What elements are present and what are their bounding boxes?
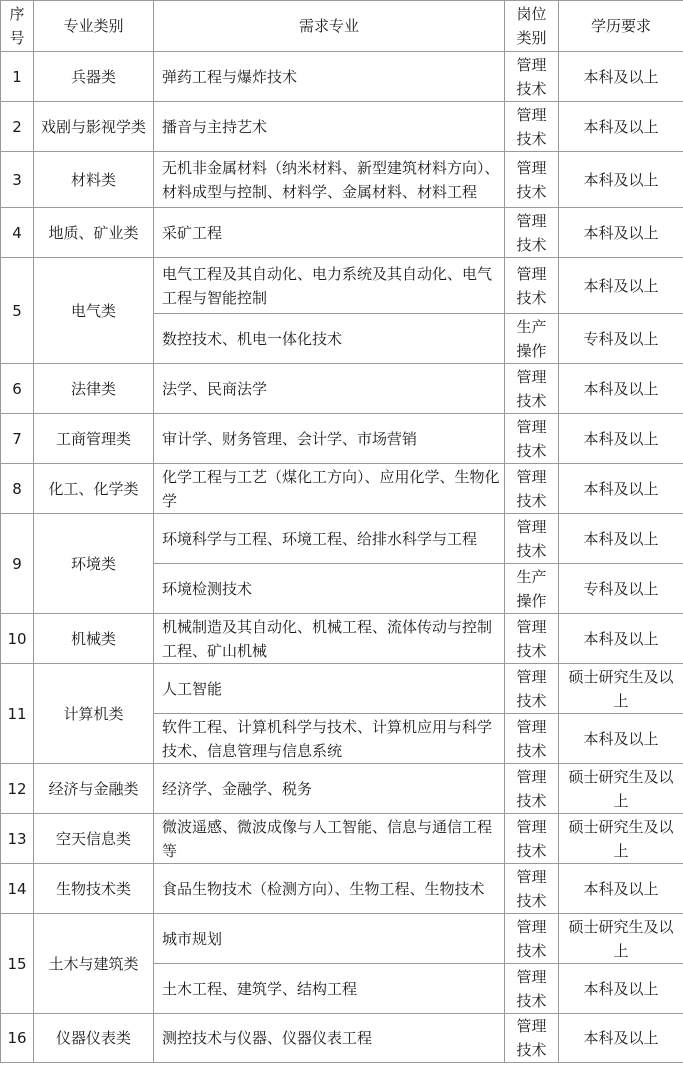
table-row [1, 914, 683, 964]
cell-major: 人工智能 [154, 664, 505, 714]
cell-no: 10 [1, 614, 34, 664]
cell-major: 软件工程、计算机科学与技术、计算机应用与科学技术、信息管理与信息系统 [154, 714, 505, 764]
table-row [1, 514, 683, 564]
cell-post-type: 管理技术 [505, 464, 559, 514]
cell-education: 本科及以上 [559, 414, 683, 464]
cell-category: 电气类 [34, 258, 154, 364]
table-row [1, 464, 683, 514]
cell-post-type: 管理技术 [505, 152, 559, 208]
cell-education: 本科及以上 [559, 714, 683, 764]
cell-major: 食品生物技术（检测方向）、生物工程、生物技术 [154, 864, 505, 914]
cell-major: 弹药工程与爆炸技术 [154, 52, 505, 102]
cell-category: 环境类 [34, 514, 154, 614]
cell-major: 机械制造及其自动化、机械工程、流体传动与控制工程、矿山机械 [154, 614, 505, 664]
cell-education: 硕士研究生及以上 [559, 814, 683, 864]
table-row [1, 208, 683, 258]
cell-no: 15 [1, 914, 34, 1014]
cell-education: 本科及以上 [559, 464, 683, 514]
table-row [1, 664, 683, 714]
cell-no: 1 [1, 52, 34, 102]
header-post: 岗位类别 [505, 1, 559, 52]
table-row [1, 52, 683, 102]
header-major: 需求专业 [154, 1, 505, 52]
cell-post-type: 管理技术 [505, 964, 559, 1014]
cell-post-type: 管理技术 [505, 764, 559, 814]
table-row [1, 864, 683, 914]
table-row [1, 764, 683, 814]
cell-major: 土木工程、建筑学、结构工程 [154, 964, 505, 1014]
cell-major: 环境检测技术 [154, 564, 505, 614]
cell-major: 测控技术与仪器、仪器仪表工程 [154, 1014, 505, 1063]
cell-education: 专科及以上 [559, 564, 683, 614]
cell-major: 审计学、财务管理、会计学、市场营销 [154, 414, 505, 464]
table-row [1, 614, 683, 664]
header-edu: 学历要求 [559, 1, 683, 52]
cell-post-type: 管理技术 [505, 714, 559, 764]
cell-education: 本科及以上 [559, 514, 683, 564]
cell-category: 生物技术类 [34, 864, 154, 914]
cell-post-type: 管理技术 [505, 514, 559, 564]
cell-education: 本科及以上 [559, 1014, 683, 1063]
cell-no: 6 [1, 364, 34, 414]
cell-education: 本科及以上 [559, 52, 683, 102]
cell-major: 城市规划 [154, 914, 505, 964]
cell-no: 7 [1, 414, 34, 464]
cell-category: 工商管理类 [34, 414, 154, 464]
cell-education: 硕士研究生及以上 [559, 764, 683, 814]
cell-no: 4 [1, 208, 34, 258]
cell-post-type: 管理技术 [505, 102, 559, 152]
cell-post-type: 管理技术 [505, 614, 559, 664]
table-row [1, 152, 683, 208]
cell-post-type: 管理技术 [505, 258, 559, 314]
table-row [1, 1014, 683, 1063]
cell-post-type: 生产操作 [505, 564, 559, 614]
cell-category: 经济与金融类 [34, 764, 154, 814]
cell-education: 硕士研究生及以上 [559, 664, 683, 714]
cell-no: 3 [1, 152, 34, 208]
cell-no: 13 [1, 814, 34, 864]
cell-post-type: 管理技术 [505, 814, 559, 864]
cell-category: 化工、化学类 [34, 464, 154, 514]
cell-no: 16 [1, 1014, 34, 1063]
cell-education: 硕士研究生及以上 [559, 914, 683, 964]
cell-category: 材料类 [34, 152, 154, 208]
cell-no: 5 [1, 258, 34, 364]
cell-post-type: 管理技术 [505, 914, 559, 964]
cell-post-type: 管理技术 [505, 664, 559, 714]
cell-category: 法律类 [34, 364, 154, 414]
table-row [1, 258, 683, 314]
cell-post-type: 管理技术 [505, 52, 559, 102]
cell-education: 本科及以上 [559, 864, 683, 914]
cell-category: 仪器仪表类 [34, 1014, 154, 1063]
cell-no: 2 [1, 102, 34, 152]
cell-education: 本科及以上 [559, 258, 683, 314]
table-row [1, 814, 683, 864]
table-row [1, 414, 683, 464]
cell-education: 本科及以上 [559, 964, 683, 1014]
cell-no: 9 [1, 514, 34, 614]
cell-major: 化学工程与工艺（煤化工方向）、应用化学、生物化学 [154, 464, 505, 514]
cell-education: 专科及以上 [559, 314, 683, 364]
cell-major: 环境科学与工程、环境工程、给排水科学与工程 [154, 514, 505, 564]
table-row [1, 364, 683, 414]
cell-major: 数控技术、机电一体化技术 [154, 314, 505, 364]
cell-no: 11 [1, 664, 34, 764]
header-category: 专业类别 [34, 1, 154, 52]
cell-education: 本科及以上 [559, 614, 683, 664]
cell-no: 14 [1, 864, 34, 914]
cell-post-type: 管理技术 [505, 1014, 559, 1063]
table-row [1, 102, 683, 152]
cell-category: 计算机类 [34, 664, 154, 764]
header-no: 序号 [1, 1, 34, 52]
cell-post-type: 管理技术 [505, 208, 559, 258]
cell-major: 法学、民商法学 [154, 364, 505, 414]
header-row [1, 1, 683, 52]
cell-category: 空天信息类 [34, 814, 154, 864]
cell-no: 8 [1, 464, 34, 514]
cell-post-type: 管理技术 [505, 414, 559, 464]
cell-category: 机械类 [34, 614, 154, 664]
cell-post-type: 管理技术 [505, 864, 559, 914]
cell-no: 12 [1, 764, 34, 814]
cell-education: 本科及以上 [559, 208, 683, 258]
cell-category: 兵器类 [34, 52, 154, 102]
cell-major: 电气工程及其自动化、电力系统及其自动化、电气工程与智能控制 [154, 258, 505, 314]
cell-major: 播音与主持艺术 [154, 102, 505, 152]
cell-major: 经济学、金融学、税务 [154, 764, 505, 814]
cell-education: 本科及以上 [559, 364, 683, 414]
cell-major: 采矿工程 [154, 208, 505, 258]
cell-education: 本科及以上 [559, 102, 683, 152]
cell-major: 微波遥感、微波成像与人工智能、信息与通信工程等 [154, 814, 505, 864]
cell-category: 戏剧与影视学类 [34, 102, 154, 152]
cell-post-type: 生产操作 [505, 314, 559, 364]
cell-category: 土木与建筑类 [34, 914, 154, 1014]
table-body [1, 52, 683, 1063]
cell-post-type: 管理技术 [505, 364, 559, 414]
cell-education: 本科及以上 [559, 152, 683, 208]
cell-major: 无机非金属材料（纳米材料、新型建筑材料方向）、材料成型与控制、材料学、金属材料、材料工程 [154, 152, 505, 208]
cell-category: 地质、矿业类 [34, 208, 154, 258]
